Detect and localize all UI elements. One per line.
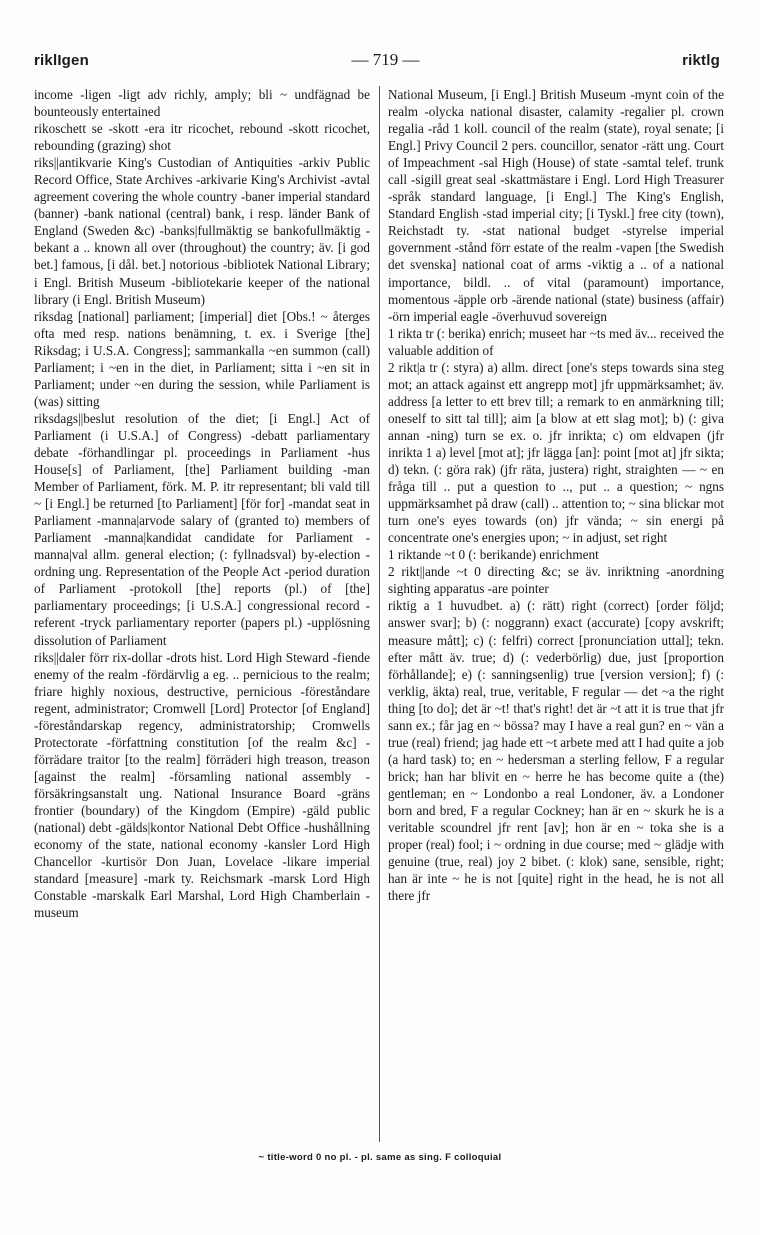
left-column — [34, 86, 379, 1142]
entry-1-riktande: 1 riktande ~t 0 (: berikande) enrichment — [388, 547, 599, 563]
dictionary-columns — [34, 86, 726, 1142]
entry-2-riktande: 2 rikt||ande ~t 0 directing &c; se äv. inriktning -anordning sighting apparatus -are pointer — [388, 564, 724, 597]
running-header — [34, 46, 720, 74]
header-guide-word-left: riklIgen — [34, 51, 89, 69]
entry-national-museum: National Museum, [i Engl.] British Museum -mynt coin of the realm -olycka national disaster, calamity -regalier pl. crown regalia -råd 1 koll. council of the realm (state), royal senate; [i Engl.] Privy Council 2 pers. councillor, senator -rätt ung. Court of Impeachment -sal High (House) of state -samtal telef. trunk call -sigill great seal -skattmästare i Engl. Lord High Treasurer -språk standard language, [i Engl.] The King's English, Standard English -stad imperial city; [i Tyskl.] free city (town), Reichstadt ty. -stat national budget -styrelse imperial government -stånd förr estate of the realm -vapen [the Swedish det svenska] national coat of arms -viktig a .. of a national importance, bildl. .. of vital (paramount) importance, momentous -äpple orb -ärende national (state) business (affair) -örn imperial eagle -överhuvud sovereign — [388, 87, 724, 324]
header-guide-word-right: riktlg — [682, 51, 720, 69]
entry-riks-antikvarie: riks||antikvarie King's Custodian of Antiquities -arkiv Public Record Office, State Archives -arkivarie King's Archivist -avtal agreement covering the whole country -baner imperial standard (banner) -bank national (central) bank, i resp. länder Bank of England (Sweden &c) -banks|fullmäktig se bankofullmäktig -bekant a .. known all over (throughout) the country; äv. [i god bet.] famous, [i dål. bet.] notorious -bibliotek National Library; i Engl. British Museum -bibliotekarie keeper of the national library (i Engl. British Museum) — [34, 155, 370, 307]
right-column — [379, 86, 724, 1142]
entry-riktig: riktig a 1 huvudbet. a) (: rätt) right (correct) [order följd; answer svar]; b) (: noggrann) exact (accurate) [copy avskrift; measure mått]; c) (: felfri) correct [pronunciation uttal]; tekn. efter mått äv. true; d) (: vederbörlig) due, just [proportion förhållande]; e) (: sanningsenlig) true [version version]; f) (: verklig, äkta) real, true, veritable, F regular — det ~a the right thing [to do]; det är ~t! that's right! det är ~t att it is true that jfr sann ex.; får jag en ~ bössa? may I have a real gun? en ~ vän a true (real) friend; jag hade ett ~t arbete med att I had quite a job (a hard task) to; en ~ hedersman a sterling fellow, F a regular brick; han har blivit en ~ herre he has become quite a (the) gentleman; en ~ Londonbo a real Londoner, äv. a Londoner born and bred, F a regular Cockney; han är en ~ skurk he is a veritable scoundrel jfr rent [av]; hon är en ~ toka she is a proper (real) fool; i ~ ordning in due course; med ~ glädje with genuine (true, real) joy 2 bibet. (: klok) sane, sensible, right; han är inte ~ he is not [quite] right in the head, he is not all there jfr — [388, 598, 724, 904]
abbreviation-legend: ~ title-word 0 no pl. - pl. same as sing. F colloquial — [258, 1152, 502, 1163]
entry-rikoschett: rikoschett se -skott -era itr ricochet, rebound -skott ricochet, rebounding (grazing) shot — [34, 121, 370, 154]
entry-riks-daler: riks||daler förr rix-dollar -drots hist. Lord High Steward -fiende enemy of the realm -fördärvlig a eg. .. pernicious to the realm; friare highly noxious, destructive, pernicious -föreståndare regent, administrator; Cromwell [Lord] Protector [of England] -föreståndarskap regency, administratorship; Cromwells Protectorate -författning constitution [of the realm &c] -förrädare traitor [to the realm] förräderi high treason, treason [against the realm] -församling national assembly -försäkringsanstalt ung. National Insurance Board -gräns frontier (boundary) of the Kingdom (Empire) -gäld public (national) debt -gälds|kontor National Debt Office -hushållning economy of the state, national economy -kansler Lord High Chancellor -kurtisör Don Juan, Lovelace -likare imperial standard [measure] -mark ty. Reichsmark -marsk Lord High Constable -marskalk Earl Marshal, Lord High Chamberlain -museum — [34, 649, 370, 921]
entry-1-rikta: 1 rikta tr (: berika) enrich; museet har ~ts med äv... received the valuable addition of — [388, 325, 724, 358]
entry-2-rikta: 2 rikt|a tr (: styra) a) allm. direct [one's steps towards sina steg mot; an attack against ett angrepp mot] jfr uppmärksamhet; äv. address [a letter to ett brev till; a remark to en anmärkning till; oneself to sitt tal till]; aim [a blow at ett slag mot]; b) (: giva annan -ning) turn se ex. o. jfr inrikta; c) om eldvapen (jfr inrikta 1 a) level [mot at]; jfr lägga [an]: point [mot at] jfr sikta; d) tekn. (: göra rak) (jfr räta, justera) right, straighten — ~ en fråga till .. put a question to .., put .. a question; ~ ngns uppmärksamhet på draw (call) .. attention to; ~ sina blickar mot turn one's eyes towards (on) jfr vända; ~ sin energi på concentrate one's energies upon; ~ in adjust, set right — [388, 359, 724, 546]
entry-income: income -ligen -ligt adv richly, amply; bli ~ undfägnad be bounteously entertained — [34, 87, 370, 120]
entry-riksdags-beslut: riksdags||beslut resolution of the diet; [i Engl.] Act of Parliament (i U.S.A.] of Congress) -debatt parliamentary debate -förhandlingar pl. proceedings in Parliament -hus House[s] of Parliament, [the] Parliament building -man Member of Parliament, förk. M. P. itr representant; bli vald till ~ [i Engl.] be returned [to Parliament] [för for] -mandat seat in Parliament -manna|arvode salary of (granted to) members of Parliament -manna|kandidat candidate for Parliament -manna|val allm. general election; (: fyllnadsval) by-election -ordning ung. Representation of the People Act -period duration of Parliament -protokoll [the] reports (pl.) of [the] parliamentary proceedings; [i U.S.A.] congressional record -referent -tryck parliamentary reporter (papers pl.) -upplösning dissolution of Parliament — [34, 410, 370, 648]
entry-riksdag: riksdag [national] parliament; [imperial] diet [Obs.! ~ återges ofta med resp. nations benämning, t. ex. i Sverige [the] Riksdag; i U.S.A. Congress]; sammankalla ~en summon (call) Parliament; i ~en in the diet, in Parliament; sitta i ~en sit in Parliament; under ~en during the session, while Parliament is (was) sitting — [34, 308, 370, 409]
page-number: — 719 — — [351, 50, 420, 69]
